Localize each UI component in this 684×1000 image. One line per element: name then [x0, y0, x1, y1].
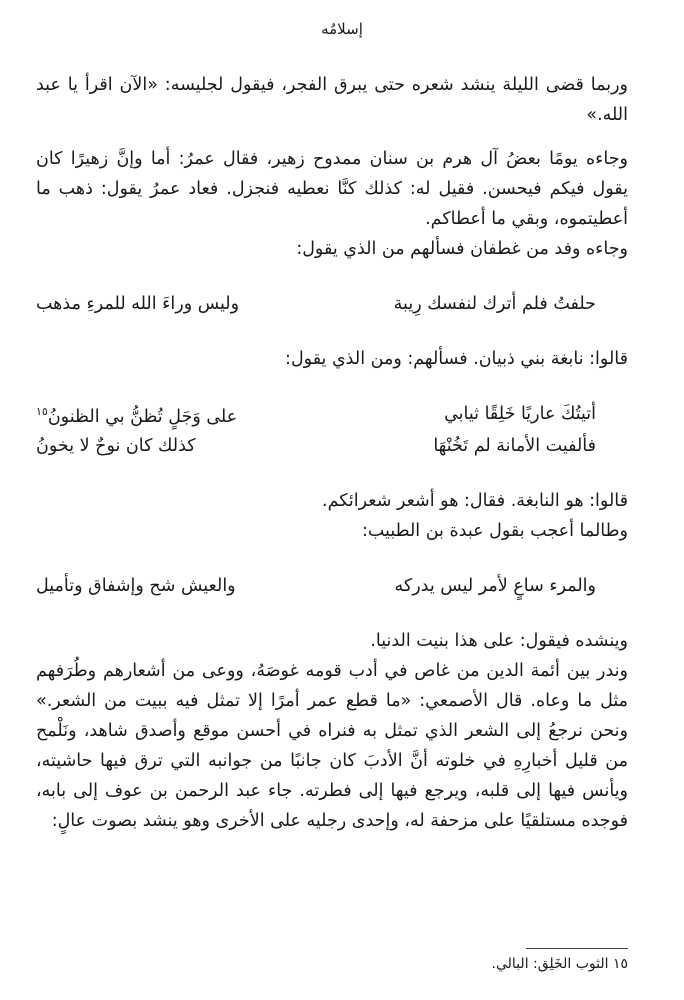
paragraph: وجاءه يومًا بعضُ آل هرم بن سنان ممدوح زهير، فقال عمرُ: أما وإنَّ زهيرًا كان يقول فيكم فيحسن. فقيل له: كذلك كنَّا نعطيه فنجزل. فعاد عمرُ يقول: ذهب ما أعطيتموه، وبقي ما أعطاكم.	[36, 149, 628, 229]
paragraph: وربما قضى الليلة ينشد شعره حتى يبرق الفجر، فيقول لجليسه: «الآن اقرأ يا عبد الله.»	[36, 75, 628, 125]
paragraph: وندر بين أئمة الدين من غاص في أدب قومه غوصَهُ، ووعى من أشعارهم وطُرَفهم مثل ما وعاه. قال الأصمعي: «ما قطع عمر أمرًا إلا تمثل فيه ببيت من الشعر.» ونحن نرجعُ إلى الشعر الذي تمثل به فنراه في أحسن موقع وأصدق شاهد، ونَلْمح من قليل أخبارِهِ في خلوته أنَّ الأدبَ كان جانبًا من جوانبه التي ترق فيها حاشيته، ويأنس فيها إلى قلبه، ويرجع فيها إلى فطرته. جاء عبد الرحمن بن عوف إلى بابه، فوجده مستلقيًا على مزحفة له، وإحدى رجليه على الأخرى وهو ينشد بصوت عالٍ:	[36, 661, 628, 831]
verse-line	[36, 430, 612, 462]
verse-first-hemistich: حلفتُ فلم أترك لنفسك رِيبة	[393, 294, 596, 314]
verse-first-hemistich: فألفيت الأمانة لم تَخُنْهَا	[433, 436, 596, 456]
verse-first-hemistich: والمرء ساعٍ لأمر ليس يدركه	[394, 576, 596, 596]
main-text	[36, 70, 628, 836]
verse-line	[36, 570, 612, 602]
paragraph: وطالما أعجب بقول عبدة بن الطبيب:	[361, 521, 628, 541]
verse-second-hemistich: على وَجَلٍ تُظنُّ بي الظنونُ$^{١٥}$	[36, 404, 238, 427]
paragraph: قالوا: هو النابغة. فقال: هو أشعر شعرائكم.	[322, 491, 628, 511]
footnote: ١٥ الثوب الخَلِق: البالي.	[491, 956, 628, 972]
paragraph: قالوا: نابغة بني ذبيان. فسألهم: ومن الذي يقول:	[285, 349, 628, 369]
verse-line	[36, 288, 612, 320]
paragraph: وجاءه وفد من غطفان فسألهم من الذي يقول:	[296, 239, 628, 259]
verse-second-hemistich: كذلك كان نوحٌ لا يخونُ	[36, 436, 196, 456]
verse-second-hemistich: والعيش شح وإشفاق وتأميل	[36, 576, 236, 596]
footnote-divider	[526, 948, 628, 949]
paragraph: وينشده فيقول: على هذا بنيت الدنيا.	[370, 631, 628, 651]
verse-line	[36, 398, 612, 430]
verse-second-hemistich: وليس وراءَ الله للمرءِ مذهب	[36, 294, 240, 314]
footnote-reference[interactable]: ١٥	[36, 404, 48, 418]
verse-first-hemistich: أتيتُكَ عاريًا خَلِقًا ثيابي	[444, 404, 596, 424]
running-title: إسلامُه	[321, 20, 363, 38]
